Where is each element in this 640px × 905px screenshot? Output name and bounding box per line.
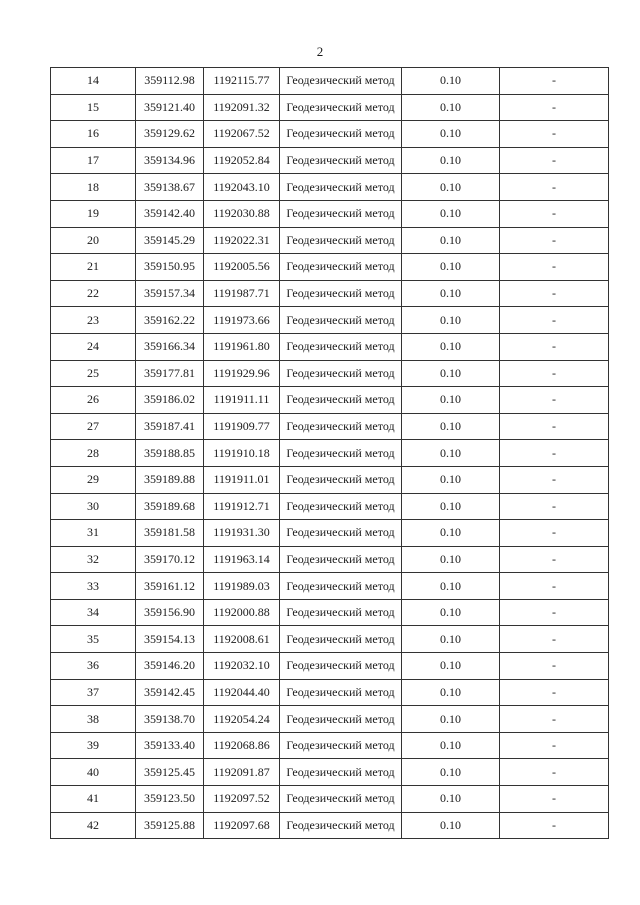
method-cell: Геодезический метод xyxy=(280,732,402,759)
point-number-cell: 14 xyxy=(51,68,136,95)
table-row xyxy=(51,147,609,174)
method-cell: Геодезический метод xyxy=(280,333,402,360)
table-row xyxy=(51,732,609,759)
method-cell: Геодезический метод xyxy=(280,626,402,653)
y-coordinate-cell: 1191910.18 xyxy=(204,440,280,467)
method-cell: Геодезический метод xyxy=(280,360,402,387)
point-number-cell: 15 xyxy=(51,94,136,121)
method-cell: Геодезический метод xyxy=(280,227,402,254)
point-number-cell: 38 xyxy=(51,706,136,733)
accuracy-cell: 0.10 xyxy=(402,626,500,653)
table-row xyxy=(51,68,609,95)
table-row xyxy=(51,387,609,414)
point-number-cell: 34 xyxy=(51,599,136,626)
x-coordinate-cell: 359112.98 xyxy=(136,68,204,95)
accuracy-cell: 0.10 xyxy=(402,94,500,121)
accuracy-cell: 0.10 xyxy=(402,679,500,706)
point-number-cell: 33 xyxy=(51,573,136,600)
y-coordinate-cell: 1192030.88 xyxy=(204,200,280,227)
x-coordinate-cell: 359170.12 xyxy=(136,546,204,573)
x-coordinate-cell: 359145.29 xyxy=(136,227,204,254)
method-cell: Геодезический метод xyxy=(280,706,402,733)
method-cell: Геодезический метод xyxy=(280,466,402,493)
y-coordinate-cell: 1191961.80 xyxy=(204,333,280,360)
table-row xyxy=(51,413,609,440)
point-number-cell: 16 xyxy=(51,121,136,148)
point-number-cell: 20 xyxy=(51,227,136,254)
table-row xyxy=(51,121,609,148)
point-number-cell: 36 xyxy=(51,653,136,680)
method-cell: Геодезический метод xyxy=(280,546,402,573)
accuracy-cell: 0.10 xyxy=(402,440,500,467)
note-cell: - xyxy=(500,227,609,254)
point-number-cell: 23 xyxy=(51,307,136,334)
note-cell: - xyxy=(500,520,609,547)
y-coordinate-cell: 1192032.10 xyxy=(204,653,280,680)
accuracy-cell: 0.10 xyxy=(402,786,500,813)
table-row xyxy=(51,466,609,493)
table-row xyxy=(51,333,609,360)
x-coordinate-cell: 359187.41 xyxy=(136,413,204,440)
y-coordinate-cell: 1191929.96 xyxy=(204,360,280,387)
table-row xyxy=(51,200,609,227)
x-coordinate-cell: 359138.67 xyxy=(136,174,204,201)
y-coordinate-cell: 1192054.24 xyxy=(204,706,280,733)
note-cell: - xyxy=(500,679,609,706)
point-number-cell: 28 xyxy=(51,440,136,467)
y-coordinate-cell: 1192000.88 xyxy=(204,599,280,626)
point-number-cell: 22 xyxy=(51,280,136,307)
point-number-cell: 18 xyxy=(51,174,136,201)
x-coordinate-cell: 359181.58 xyxy=(136,520,204,547)
point-number-cell: 21 xyxy=(51,254,136,281)
note-cell: - xyxy=(500,546,609,573)
point-number-cell: 37 xyxy=(51,679,136,706)
x-coordinate-cell: 359121.40 xyxy=(136,94,204,121)
accuracy-cell: 0.10 xyxy=(402,280,500,307)
note-cell: - xyxy=(500,94,609,121)
table-row xyxy=(51,360,609,387)
method-cell: Геодезический метод xyxy=(280,121,402,148)
x-coordinate-cell: 359156.90 xyxy=(136,599,204,626)
method-cell: Геодезический метод xyxy=(280,174,402,201)
y-coordinate-cell: 1192067.52 xyxy=(204,121,280,148)
accuracy-cell: 0.10 xyxy=(402,546,500,573)
y-coordinate-cell: 1192097.68 xyxy=(204,812,280,839)
note-cell: - xyxy=(500,493,609,520)
note-cell: - xyxy=(500,174,609,201)
method-cell: Геодезический метод xyxy=(280,307,402,334)
point-number-cell: 17 xyxy=(51,147,136,174)
accuracy-cell: 0.10 xyxy=(402,732,500,759)
table-row xyxy=(51,520,609,547)
x-coordinate-cell: 359189.68 xyxy=(136,493,204,520)
note-cell: - xyxy=(500,200,609,227)
point-number-cell: 39 xyxy=(51,732,136,759)
y-coordinate-cell: 1192005.56 xyxy=(204,254,280,281)
note-cell: - xyxy=(500,759,609,786)
table-row xyxy=(51,280,609,307)
note-cell: - xyxy=(500,573,609,600)
point-number-cell: 41 xyxy=(51,786,136,813)
note-cell: - xyxy=(500,653,609,680)
note-cell: - xyxy=(500,147,609,174)
y-coordinate-cell: 1192097.52 xyxy=(204,786,280,813)
method-cell: Геодезический метод xyxy=(280,387,402,414)
table-row xyxy=(51,307,609,334)
x-coordinate-cell: 359189.88 xyxy=(136,466,204,493)
y-coordinate-cell: 1191909.77 xyxy=(204,413,280,440)
method-cell: Геодезический метод xyxy=(280,147,402,174)
x-coordinate-cell: 359161.12 xyxy=(136,573,204,600)
accuracy-cell: 0.10 xyxy=(402,706,500,733)
note-cell: - xyxy=(500,413,609,440)
note-cell: - xyxy=(500,307,609,334)
point-number-cell: 31 xyxy=(51,520,136,547)
accuracy-cell: 0.10 xyxy=(402,307,500,334)
y-coordinate-cell: 1192115.77 xyxy=(204,68,280,95)
note-cell: - xyxy=(500,121,609,148)
accuracy-cell: 0.10 xyxy=(402,387,500,414)
accuracy-cell: 0.10 xyxy=(402,254,500,281)
point-number-cell: 24 xyxy=(51,333,136,360)
y-coordinate-cell: 1192052.84 xyxy=(204,147,280,174)
table-row xyxy=(51,812,609,839)
x-coordinate-cell: 359177.81 xyxy=(136,360,204,387)
x-coordinate-cell: 359157.34 xyxy=(136,280,204,307)
point-number-cell: 19 xyxy=(51,200,136,227)
y-coordinate-cell: 1191973.66 xyxy=(204,307,280,334)
method-cell: Геодезический метод xyxy=(280,94,402,121)
method-cell: Геодезический метод xyxy=(280,200,402,227)
note-cell: - xyxy=(500,68,609,95)
method-cell: Геодезический метод xyxy=(280,280,402,307)
coordinates-table-body xyxy=(51,68,609,839)
point-number-cell: 26 xyxy=(51,387,136,414)
y-coordinate-cell: 1192091.32 xyxy=(204,94,280,121)
x-coordinate-cell: 359142.45 xyxy=(136,679,204,706)
accuracy-cell: 0.10 xyxy=(402,520,500,547)
accuracy-cell: 0.10 xyxy=(402,812,500,839)
accuracy-cell: 0.10 xyxy=(402,466,500,493)
table-row xyxy=(51,227,609,254)
x-coordinate-cell: 359125.88 xyxy=(136,812,204,839)
table-row xyxy=(51,759,609,786)
x-coordinate-cell: 359186.02 xyxy=(136,387,204,414)
accuracy-cell: 0.10 xyxy=(402,200,500,227)
point-number-cell: 40 xyxy=(51,759,136,786)
x-coordinate-cell: 359150.95 xyxy=(136,254,204,281)
accuracy-cell: 0.10 xyxy=(402,147,500,174)
accuracy-cell: 0.10 xyxy=(402,68,500,95)
y-coordinate-cell: 1191931.30 xyxy=(204,520,280,547)
point-number-cell: 29 xyxy=(51,466,136,493)
table-row xyxy=(51,94,609,121)
table-row xyxy=(51,679,609,706)
note-cell: - xyxy=(500,599,609,626)
table-row xyxy=(51,706,609,733)
point-number-cell: 30 xyxy=(51,493,136,520)
method-cell: Геодезический метод xyxy=(280,520,402,547)
method-cell: Геодезический метод xyxy=(280,493,402,520)
x-coordinate-cell: 359133.40 xyxy=(136,732,204,759)
note-cell: - xyxy=(500,812,609,839)
table-row xyxy=(51,599,609,626)
accuracy-cell: 0.10 xyxy=(402,333,500,360)
method-cell: Геодезический метод xyxy=(280,440,402,467)
method-cell: Геодезический метод xyxy=(280,254,402,281)
y-coordinate-cell: 1192043.10 xyxy=(204,174,280,201)
note-cell: - xyxy=(500,333,609,360)
y-coordinate-cell: 1192068.86 xyxy=(204,732,280,759)
point-number-cell: 27 xyxy=(51,413,136,440)
method-cell: Геодезический метод xyxy=(280,759,402,786)
x-coordinate-cell: 359154.13 xyxy=(136,626,204,653)
table-row xyxy=(51,653,609,680)
note-cell: - xyxy=(500,466,609,493)
x-coordinate-cell: 359129.62 xyxy=(136,121,204,148)
y-coordinate-cell: 1191911.01 xyxy=(204,466,280,493)
table-row xyxy=(51,174,609,201)
note-cell: - xyxy=(500,387,609,414)
y-coordinate-cell: 1191912.71 xyxy=(204,493,280,520)
accuracy-cell: 0.10 xyxy=(402,227,500,254)
table-row xyxy=(51,493,609,520)
y-coordinate-cell: 1191989.03 xyxy=(204,573,280,600)
table-row xyxy=(51,254,609,281)
x-coordinate-cell: 359146.20 xyxy=(136,653,204,680)
method-cell: Геодезический метод xyxy=(280,413,402,440)
table-row xyxy=(51,440,609,467)
x-coordinate-cell: 359123.50 xyxy=(136,786,204,813)
note-cell: - xyxy=(500,440,609,467)
coordinates-table xyxy=(50,67,609,839)
method-cell: Геодезический метод xyxy=(280,599,402,626)
y-coordinate-cell: 1191911.11 xyxy=(204,387,280,414)
note-cell: - xyxy=(500,786,609,813)
x-coordinate-cell: 359138.70 xyxy=(136,706,204,733)
y-coordinate-cell: 1192044.40 xyxy=(204,679,280,706)
x-coordinate-cell: 359188.85 xyxy=(136,440,204,467)
table-row xyxy=(51,546,609,573)
method-cell: Геодезический метод xyxy=(280,786,402,813)
accuracy-cell: 0.10 xyxy=(402,174,500,201)
accuracy-cell: 0.10 xyxy=(402,360,500,387)
y-coordinate-cell: 1192022.31 xyxy=(204,227,280,254)
method-cell: Геодезический метод xyxy=(280,573,402,600)
note-cell: - xyxy=(500,706,609,733)
method-cell: Геодезический метод xyxy=(280,679,402,706)
y-coordinate-cell: 1191987.71 xyxy=(204,280,280,307)
x-coordinate-cell: 359162.22 xyxy=(136,307,204,334)
accuracy-cell: 0.10 xyxy=(402,759,500,786)
y-coordinate-cell: 1192091.87 xyxy=(204,759,280,786)
accuracy-cell: 0.10 xyxy=(402,121,500,148)
y-coordinate-cell: 1191963.14 xyxy=(204,546,280,573)
x-coordinate-cell: 359166.34 xyxy=(136,333,204,360)
point-number-cell: 42 xyxy=(51,812,136,839)
point-number-cell: 35 xyxy=(51,626,136,653)
x-coordinate-cell: 359142.40 xyxy=(136,200,204,227)
accuracy-cell: 0.10 xyxy=(402,653,500,680)
y-coordinate-cell: 1192008.61 xyxy=(204,626,280,653)
point-number-cell: 32 xyxy=(51,546,136,573)
accuracy-cell: 0.10 xyxy=(402,493,500,520)
table-row xyxy=(51,573,609,600)
method-cell: Геодезический метод xyxy=(280,653,402,680)
note-cell: - xyxy=(500,280,609,307)
table-row xyxy=(51,786,609,813)
note-cell: - xyxy=(500,626,609,653)
accuracy-cell: 0.10 xyxy=(402,413,500,440)
x-coordinate-cell: 359125.45 xyxy=(136,759,204,786)
x-coordinate-cell: 359134.96 xyxy=(136,147,204,174)
note-cell: - xyxy=(500,360,609,387)
note-cell: - xyxy=(500,254,609,281)
page-number: 2 xyxy=(316,44,324,59)
method-cell: Геодезический метод xyxy=(280,812,402,839)
accuracy-cell: 0.10 xyxy=(402,599,500,626)
accuracy-cell: 0.10 xyxy=(402,573,500,600)
method-cell: Геодезический метод xyxy=(280,68,402,95)
note-cell: - xyxy=(500,732,609,759)
point-number-cell: 25 xyxy=(51,360,136,387)
table-row xyxy=(51,626,609,653)
